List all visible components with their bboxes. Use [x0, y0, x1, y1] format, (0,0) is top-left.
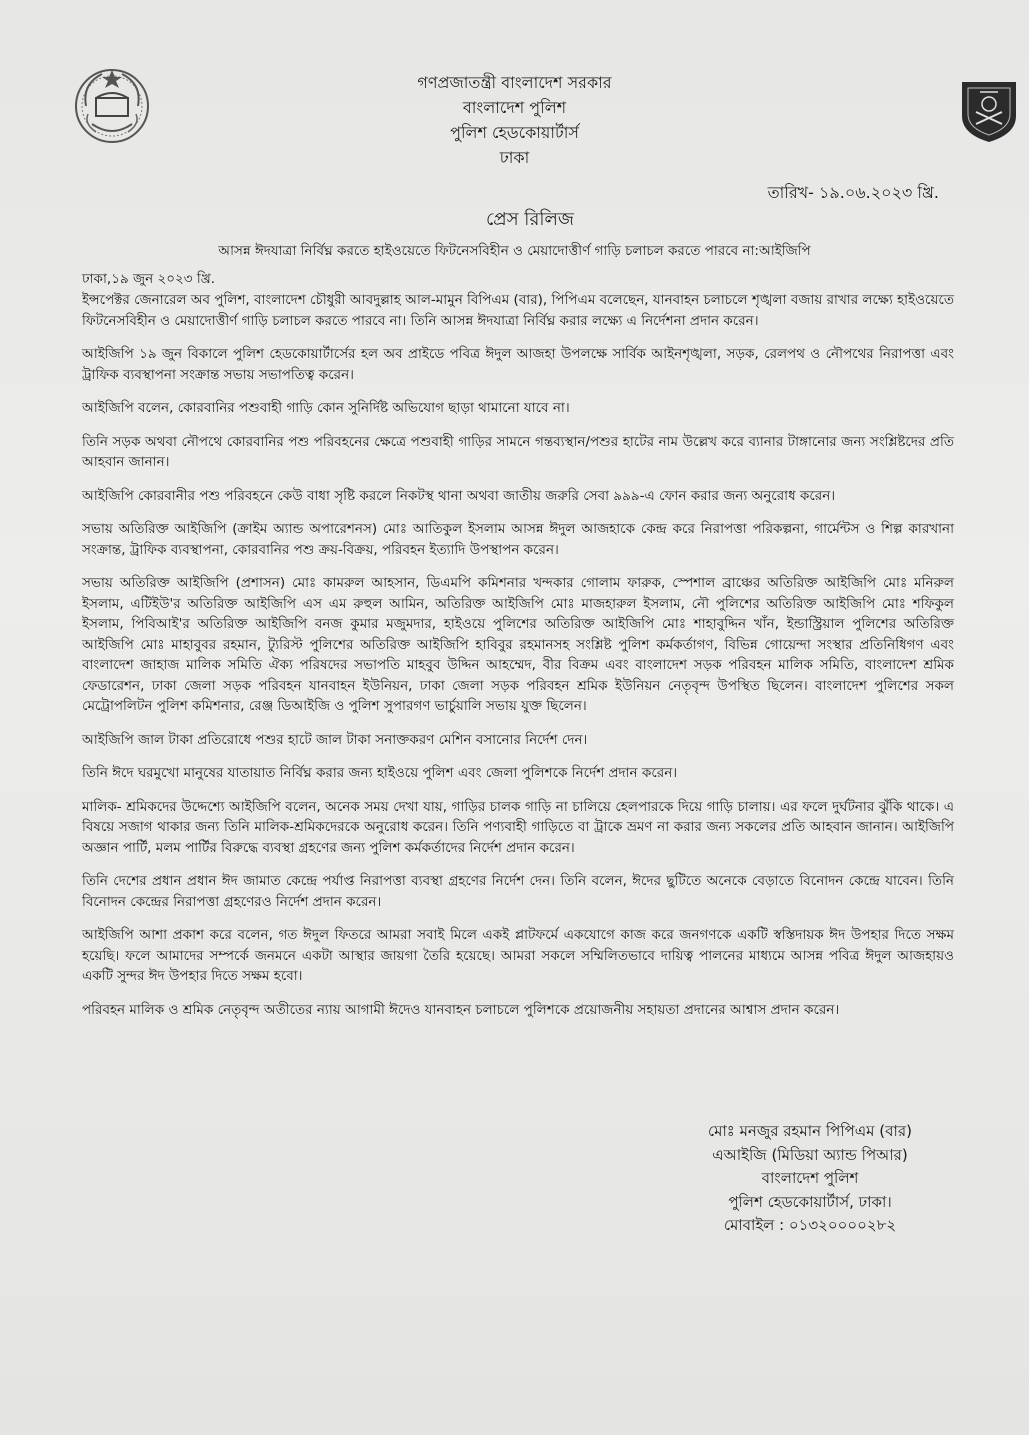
- letterhead: [0, 70, 1029, 170]
- paragraph: আইজিপি ১৯ জুন বিকালে পুলিশ হেডকোয়ার্টার্সের হল অব প্রাইডে পবিত্র ঈদুল আজহা উপলক্ষে সার্বিক আইনশৃঙ্খলা, সড়ক, রেলপথ ও নৌপথের নিরাপত্তা এবং ট্রাফিক ব্যবস্থাপনা সংক্রান্ত সভায় সভাপতিত্ব করেন।: [82, 346, 954, 383]
- signatory-office: পুলিশ হেডকোয়ার্টার্স, ঢাকা।: [728, 1192, 892, 1211]
- body-text: [82, 290, 954, 1033]
- paragraph: সভায় অতিরিক্ত আইজিপি (ক্রাইম অ্যান্ড অপারেশনস) মোঃ আতিকুল ইসলাম আসন্ন ঈদুল আজহাকে কেন্দ্র করে নিরাপত্তা পরিকল্পনা, গার্মেন্টস ও শিল্প কারখানা সংক্রান্ত, ট্রাফিক ব্যবস্থাপনা, কোরবানির পশু ক্রয়-বিক্রয়, পরিবহন ইত্যাদি উপস্থাপন করেন।: [82, 521, 954, 558]
- paragraph: তিনি সড়ক অথবা নৌপথে কোরবানির পশু পরিবহনের ক্ষেত্রে পশুবাহী গাড়ির সামনে গন্তব্যস্থান/পশুর হাটের নাম উল্লেখ করে ব্যানার টাঙ্গানোর জন্য সংশ্লিষ্টদের প্রতি আহবান জানান।: [82, 433, 954, 470]
- paragraph: তিনি দেশের প্রধান প্রধান ঈদ জামাত কেন্দ্রে পর্যাপ্ত নিরাপত্তা ব্যবস্থা গ্রহণের নির্দেশ দেন। তিনি বলেন, ঈদের ছুটিতে অনেকে বেড়াতে বিনোদন কেন্দ্রে যাবেন। তিনি বিনোদন কেন্দ্রের নিরাপত্তা গ্রহণেরও নির্দেশ প্রদান করেন।: [82, 873, 954, 910]
- header-police: বাংলাদেশ পুলিশ: [462, 98, 567, 117]
- paragraph: আইজিপি কোরবানীর পশু পরিবহনে কেউ বাধা সৃষ্টি করলে নিকটস্থ থানা অথবা জাতীয় জরুরি সেবা ৯৯৯-এ ফোন করার জন্য অনুরোধ করেন।: [82, 487, 836, 504]
- paragraph: পরিবহন মালিক ও শ্রমিক নেতৃবৃন্দ অতীতের ন্যায় আগামী ঈদেও যানবাহন চলাচলে পুলিশকে প্রয়োজনীয় সহায়তা প্রদানের আশ্বাস প্রদান করেন।: [82, 1001, 840, 1018]
- document-date: তারিখ- ১৯.০৬.২০২৩ খ্রি.: [767, 183, 939, 202]
- dateline: ঢাকা,১৯ জুন ২০২৩ খ্রি.: [82, 271, 216, 287]
- paragraph: আইজিপি জাল টাকা প্রতিরোধে পশুর হাটে জাল টাকা সনাক্তকরণ মেশিন বসানোর নির্দেশ দেন।: [82, 731, 588, 748]
- signatory-designation: এআইজি (মিডিয়া অ্যান্ড পিআর): [712, 1145, 908, 1164]
- paragraph: ইন্সপেক্টর জেনারেল অব পুলিশ, বাংলাদেশ চৌধুরী আবদুল্লাহ আল-মামুন বিপিএম (বার), পিপিএম বলেছেন, যানবাহন চলাচলে শৃঙ্খলা বজায় রাখার লক্ষ্যে হাইওয়েতে ফিটনেসবিহীন ও মেয়াদোত্তীর্ণ গাড়ি চলাচল করতে পারবে না। তিনি আসন্ন ঈদযাত্রা নির্বিঘ্ন করার লক্ষ্যে এ নির্দেশনা প্রদান করেন।: [82, 292, 954, 329]
- paragraph: আইজিপি বলেন, কোরবানির পশুবাহী গাড়ি কোন সুনির্দিষ্ট অভিযোগ ছাড়া থামানো যাবে না।: [82, 400, 570, 416]
- signature-block: [660, 1120, 960, 1238]
- signatory-mobile: মোবাইল : ০১৩২০০০০২৮২: [723, 1216, 897, 1234]
- header-government: গণপ্রজাতন্ত্রী বাংলাদেশ সরকার: [417, 73, 612, 92]
- paragraph: সভায় অতিরিক্ত আইজিপি (প্রশাসন) মোঃ কামরুল আহসান, ডিএমপি কমিশনার খন্দকার গোলাম ফারুক, স্পেশাল ব্রাঞ্চের অতিরিক্ত আইজিপি মোঃ মনিরুল ইসলাম, এটিইউ'র অতিরিক্ত আইজিপি এস এম রুহুল আমিন, অতিরিক্ত আইজিপি মোঃ মাজহারুল ইসলাম, নৌ পুলিশের অতিরিক্ত আইজিপি মোঃ শফিকুল ইসলাম, পিবিআই'র অতিরিক্ত আইজিপি বনজ কুমার মজুমদার, হাইওয়ে পুলিশের অতিরিক্ত আইজিপি মোঃ শাহাবুদ্দিন খাঁন, ইন্ডাস্ট্রিয়াল পুলিশের অতিরিক্ত আইজিপি মোঃ মাহাবুবর রহমান, ট্যুরিস্ট পুলিশের অতিরিক্ত আইজিপি হাবিবুর রহমানসহ সংশ্লিষ্ট পুলিশ কর্মকর্তাগণ, বিভিন্ন গোয়েন্দা সংস্থার প্রতিনিধিগণ এবং বাংলাদেশ জাহাজ মালিক সমিতি ঐক্য পরিষদের সভাপতি মাহবুব উদ্দিন আহম্মেদ, বীর বিক্রম এবং বাংলাদেশ সড়ক পরিবহন মালিক সমিতি, বাংলাদেশ শ্রমিক ফেডারেশন, ঢাকা জেলা সড়ক পরিবহন যানবাহন ইউনিয়ন, ঢাকা জেলা সড়ক পরিবহন শ্রমিক ইউনিয়ন নেতৃবৃন্দ উপস্থিত ছিলেন। বাংলাদেশ পুলিশের সকল মেট্রোপলিটন পুলিশ কমিশনার, রেঞ্জ ডিআইজি ও পুলিশ সুপারগণ ভার্চুয়ালি সভায় যুক্ত ছিলেন।: [82, 575, 954, 714]
- header-headquarters: পুলিশ হেডকোয়ার্টার্স: [450, 123, 579, 142]
- header-city: ঢাকা: [499, 148, 530, 167]
- paragraph: মালিক- শ্রমিকদের উদ্দেশ্যে আইজিপি বলেন, অনেক সময় দেখা যায়, গাড়ির চালক গাড়ি না চালিয়ে হেলপারকে দিয়ে গাড়ি চালায়। এর ফলে দুর্ঘটনার ঝুঁকি থাকে। এ বিষয়ে সজাগ থাকার জন্য তিনি মালিক-শ্রমিকদেরকে অনুরোধ করেন। তিনি পণ্যবাহী গাড়িতে বা ট্রাকে ভ্রমণ না করার জন্য সকলের প্রতি আহবান জানান। আইজিপি অজ্ঞান পার্টি, মলম পার্টির বিরুদ্ধে ব্যবস্থা গ্রহণের জন্য পুলিশ কর্মকর্তাদের নির্দেশ প্রদান করেন।: [82, 798, 955, 856]
- headline: আসন্ন ঈদযাত্রা নির্বিঘ্ন করতে হাইওয়েতে ফিটনেসবিহীন ও মেয়াদোত্তীর্ণ গাড়ি চলাচল করতে পারবে না:আইজিপি: [218, 243, 811, 259]
- press-release-title: প্রেস রিলিজ: [485, 209, 575, 230]
- paragraph: তিনি ঈদে ঘরমুখো মানুষের যাতায়াত নির্বিঘ্ন করার জন্য হাইওয়ে পুলিশ এবং জেলা পুলিশকে নির্দেশ প্রদান করেন।: [82, 765, 678, 781]
- signatory-name: মোঃ মনজুর রহমান পিপিএম (বার): [708, 1122, 912, 1140]
- paragraph: আইজিপি আশা প্রকাশ করে বলেন, গত ঈদুল ফিতরে আমরা সবাই মিলে একই প্লাটফর্মে একযোগে কাজ করে জনগণকে একটি স্বস্তিদায়ক ঈদ উপহার দিতে সক্ষম হয়েছি। ফলে আমাদের সম্পর্কে জনমনে একটা আস্থার জায়গা তৈরি হয়েছে। আমরা সকলে সম্মিলিতভাবে দায়িত্ব পালনের মাধ্যমে আসন্ন পবিত্র ঈদুল আজহায়ও একটি সুন্দর ঈদ উপহার দিতে সক্ষম হবো।: [82, 927, 954, 984]
- signatory-organization: বাংলাদেশ পুলিশ: [761, 1169, 859, 1187]
